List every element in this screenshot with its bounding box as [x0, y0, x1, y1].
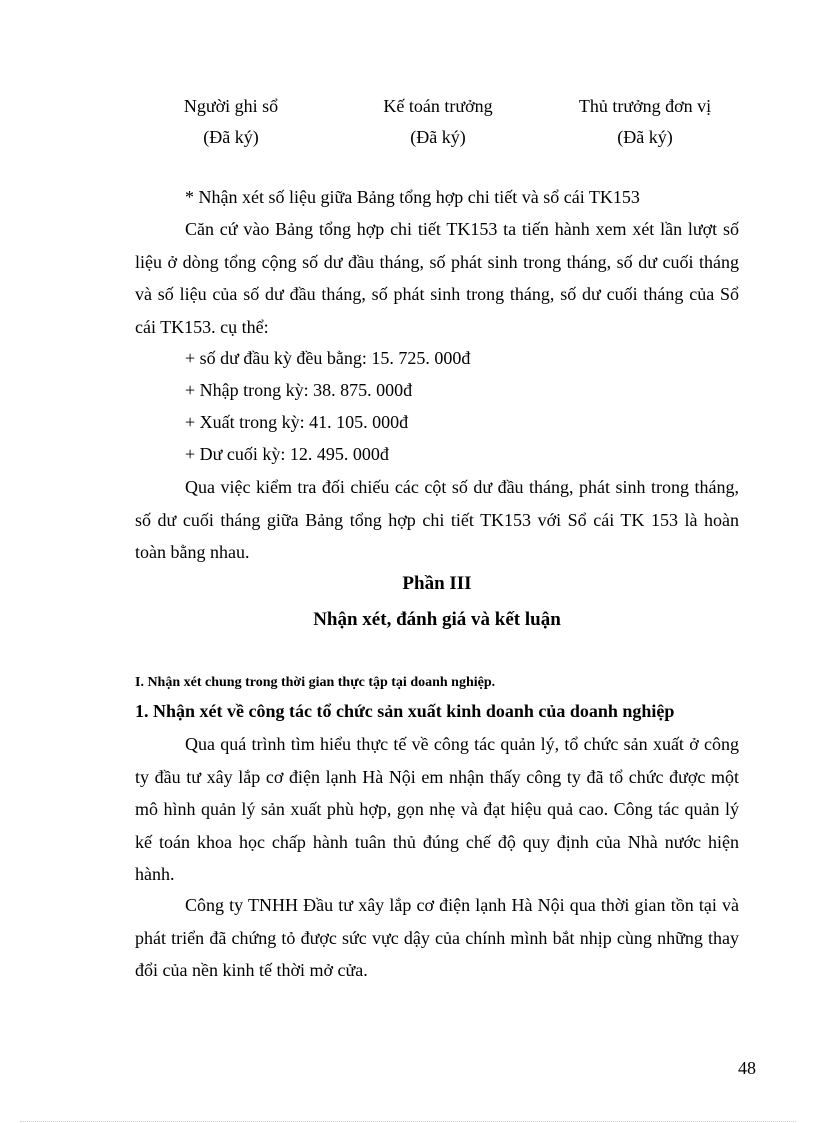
item-received: + Nhập trong kỳ: 38. 875. 000đ — [185, 380, 413, 400]
subsection-heading: 1. Nhận xét về công tác tổ chức sản xuất kinh doanh của doanh nghiệp — [135, 701, 675, 721]
signature-title: Người ghi sổ — [183, 96, 279, 116]
paragraph-comparison: Căn cứ vào Bảng tổng hợp chi tiết TK153 ta tiến hành xem xét lần lượt số liệu ở dòng tổng cộng số dư đầu tháng, số phát sinh trong tháng, số dư cuối tháng và số liệu của số dư đầu tháng, số phát sinh trong tháng, số dư cuối tháng của Sổ cái TK153. cụ thể: — [135, 219, 739, 337]
signature-title: Kế toán trưởng — [383, 96, 493, 116]
signature-recorder — [128, 96, 334, 148]
paragraph-development: Công ty TNHH Đầu tư xây lắp cơ điện lạnh Hà Nội qua thời gian tồn tại và phát triển đã chứng tỏ được sức vực dậy của chính mình bắt nhịp cùng những thay đổi của nền kinh tế thời mở cửa. — [135, 895, 739, 980]
page-number: 48 — [738, 1058, 756, 1078]
signature-status: (Đã ký) — [203, 127, 259, 147]
signature-chief-accountant — [335, 96, 541, 148]
part-title: Phần III — [402, 573, 472, 594]
paragraph-organization: Qua quá trình tìm hiểu thực tế về công tác quản lý, tổ chức sản xuất ở công ty đầu tư xây lắp cơ điện lạnh Hà Nội em nhận thấy công ty đã tổ chức được một mô hình quản lý sản xuất phù hợp, gọn nhẹ và đạt hiệu quả cao. Công tác quản lý kế toán khoa học chấp hành tuân thủ đúng chế độ quy định của Nhà nước hiện hành. — [135, 734, 739, 884]
item-opening-balance: + số dư đầu kỳ đều bằng: 15. 725. 000đ — [185, 348, 471, 368]
section-note: * Nhận xét số liệu giữa Bảng tổng hợp chi tiết và sổ cái TK153 — [185, 187, 640, 207]
part-subtitle: Nhận xét, đánh giá và kết luận — [313, 609, 561, 630]
signature-status: (Đã ký) — [410, 127, 466, 147]
signature-row — [128, 96, 748, 148]
signature-title: Thủ trưởng đơn vị — [578, 96, 712, 116]
item-closing-balance: + Dư cuối kỳ: 12. 495. 000đ — [185, 444, 389, 464]
footer-divider — [20, 1121, 796, 1122]
paragraph-conclusion: Qua việc kiểm tra đối chiếu các cột số dư đầu tháng, phát sinh trong tháng, số dư cuối tháng giữa Bảng tổng hợp chi tiết TK153 với Sổ cái TK 153 là hoàn toàn bằng nhau. — [135, 477, 739, 562]
signature-status: (Đã ký) — [617, 127, 673, 147]
item-issued: + Xuất trong kỳ: 41. 105. 000đ — [185, 412, 409, 432]
signature-unit-head — [542, 96, 748, 148]
section-heading: I. Nhận xét chung trong thời gian thực tập tại doanh nghiệp. — [135, 675, 496, 690]
